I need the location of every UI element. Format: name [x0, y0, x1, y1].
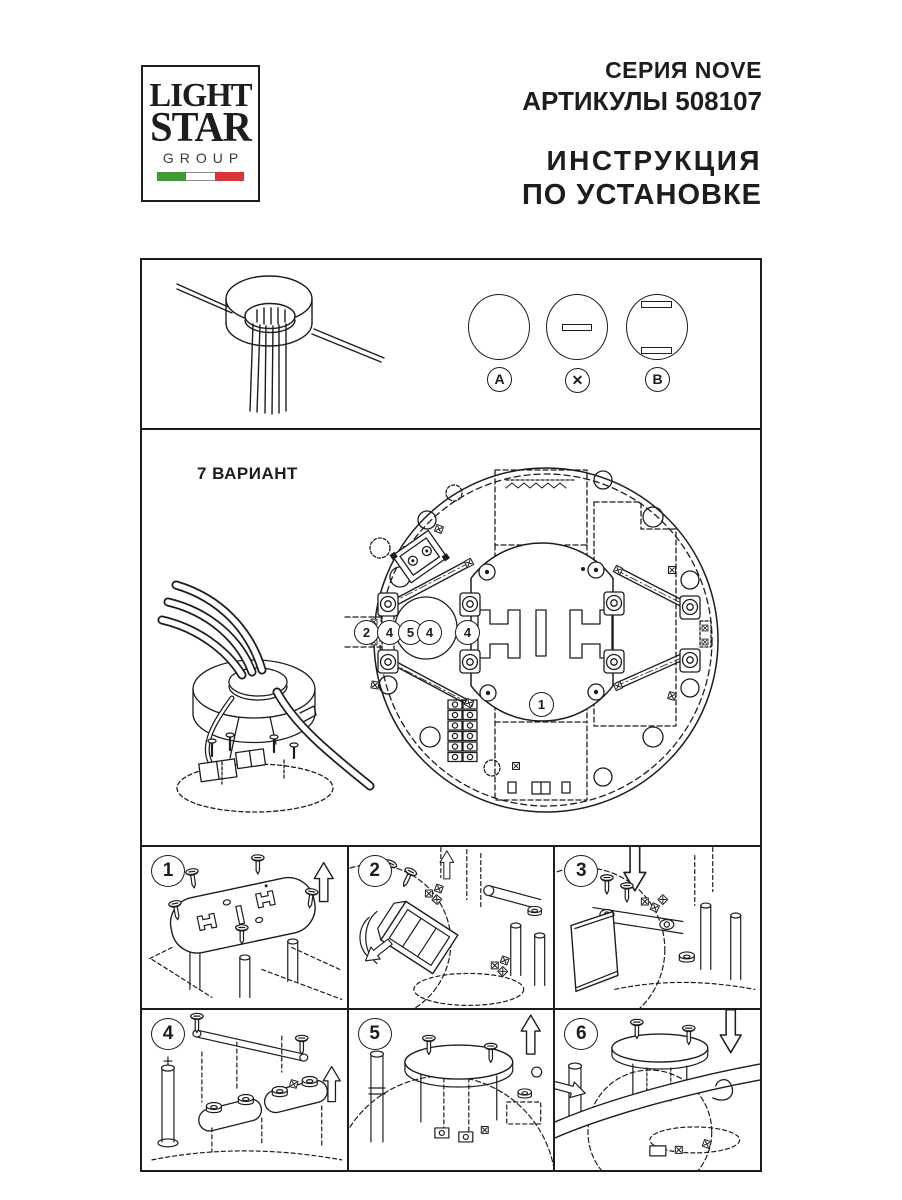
step-1-panel: [142, 847, 347, 1008]
terminal-block: [448, 700, 477, 762]
connector-block: [389, 528, 450, 586]
step-4-number: 4: [151, 1018, 185, 1050]
series-label: СЕРИЯ NOVE: [605, 57, 762, 83]
step-6-number: 6: [564, 1018, 598, 1050]
step-5-number: 5: [358, 1018, 392, 1050]
callout-4a: 4: [377, 620, 402, 645]
logo-word-group: GROUP: [162, 150, 245, 166]
header-text: [522, 57, 762, 211]
step-5-panel: [347, 1010, 556, 1170]
step-2-panel: [347, 847, 556, 1008]
callout-4c: 4: [455, 620, 480, 645]
flag-red: [215, 172, 244, 181]
callout-4b: 4: [417, 620, 442, 645]
post: [158, 1057, 178, 1147]
step-3-number: 3: [564, 855, 598, 887]
fastener-hole-x: [546, 294, 608, 360]
slot-bottom: [641, 347, 672, 354]
step-6-panel: [555, 1010, 760, 1170]
post: [369, 1051, 385, 1142]
tilted-bracket: [373, 897, 457, 974]
label-x: ✕: [565, 368, 590, 393]
right-bracket: [680, 596, 711, 672]
slot-top: [641, 301, 672, 308]
label-a: A: [487, 367, 512, 392]
fastener-hole-a: [468, 294, 530, 360]
variant-panel: [142, 430, 760, 847]
fastener-types-panel: [142, 260, 760, 430]
step-1-number: 1: [151, 855, 185, 887]
fastener-hole-b: [626, 294, 688, 360]
logo-word-star: STAR: [150, 105, 251, 151]
page-title: ИНСТРУКЦИЯ: [546, 145, 762, 176]
italian-flag-bar: [157, 172, 245, 181]
logo-word-light: LIGHT: [149, 77, 252, 114]
content-frame: [140, 258, 762, 1172]
step-4-panel: [142, 1010, 347, 1170]
callout-2: 2: [354, 620, 379, 645]
step-3-panel: [555, 847, 760, 1008]
canopy-wires-drawing: [162, 585, 370, 812]
variant-heading: 7 ВАРИАНТ: [197, 464, 298, 483]
article-label: АРТИКУЛЫ 508107: [522, 86, 762, 116]
label-b: B: [645, 367, 670, 392]
steps-grid: [142, 847, 760, 1170]
page-title-2: ПО УСТАНОВКЕ: [521, 179, 762, 211]
callout-5: 5: [398, 620, 423, 645]
step-2-number: 2: [358, 855, 392, 887]
flag-white: [186, 172, 215, 181]
baseplate-top-view-diagram: [142, 430, 760, 845]
flag-green: [157, 172, 186, 181]
removed-plate: [166, 873, 320, 958]
lightstar-logo: [141, 65, 260, 202]
callout-1: 1: [529, 692, 554, 717]
slot: [562, 324, 592, 331]
